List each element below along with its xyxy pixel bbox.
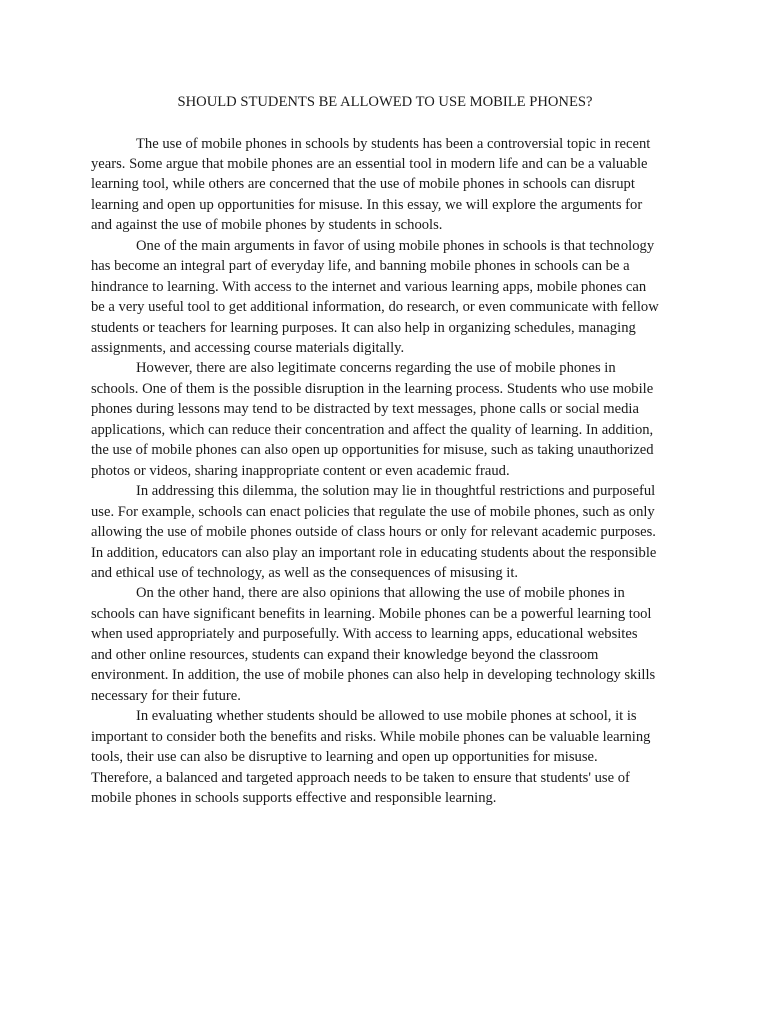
text-line: students or teachers for learning purposes. It can also help in organizing schedules, managing [91,319,636,336]
text-line: mobile phones in schools supports effective and responsible learning. [91,790,497,806]
text-line: In addition, educators can also play an important role in educating students about the responsible [91,544,657,561]
text-line: when used appropriately and purposefully. With access to learning apps, educational websites [91,626,638,643]
paragraph [91,358,679,481]
text-line: phones during lessons may tend to be distracted by text messages, phone calls or social media [91,401,639,418]
text-line: On the other hand, there are also opinions that allowing the use of mobile phones in [136,585,625,602]
paragraph [91,236,679,359]
text-line: schools can have significant benefits in learning. Mobile phones can be a powerful learning tool [91,605,652,622]
paragraph [91,134,679,236]
text-line: use. For example, schools can enact policies that regulate the use of mobile phones, such as only [91,503,655,520]
text-line: learning tool, while others are concerned that the use of mobile phones in schools can disrupt [91,176,635,193]
paragraph [91,706,679,808]
text-line: be a very useful tool to get additional information, do research, or even communicate with fellow [91,299,659,316]
text-line: In evaluating whether students should be allowed to use mobile phones at school, it is [136,708,637,725]
text-line: The use of mobile phones in schools by students has been a controversial topic in recent [136,135,651,152]
text-line: learning and open up opportunities for misuse. In this essay, we will explore the arguments for [91,196,643,213]
text-line: necessary for their future. [91,687,241,704]
text-line: Therefore, a balanced and targeted approach needs to be taken to ensure that students' use of [91,769,630,786]
text-line: environment. In addition, the use of mobile phones can also help in developing technology skills [91,667,656,684]
document-body [91,134,679,809]
document-page [91,92,679,808]
text-line: One of the main arguments in favor of using mobile phones in schools is that technology [136,237,655,254]
text-line: and against the use of mobile phones by students in schools. [91,217,443,234]
text-line: However, there are also legitimate concerns regarding the use of mobile phones in [136,360,616,377]
paragraph [91,481,679,583]
text-line: and other online resources, students can expand their knowledge beyond the classroom [91,646,599,663]
text-line: hindrance to learning. With access to the internet and various learning apps, mobile phones can [91,278,647,295]
text-line: years. Some argue that mobile phones are an essential tool in modern life and can be a valuable [91,155,648,172]
text-line: photos or videos, sharing inappropriate content or even academic fraud. [91,462,510,479]
text-line: tools, their use can also be disruptive to learning and open up opportunities for misuse. [91,749,598,766]
document-title: SHOULD STUDENTS BE ALLOWED TO USE MOBILE PHONES? [177,94,593,110]
text-line: applications, which can reduce their concentration and affect the quality of learning. In addition, [91,421,654,438]
text-line: schools. One of them is the possible disruption in the learning process. Students who use mobile [91,380,654,397]
text-line: has become an integral part of everyday life, and banning mobile phones in schools can be a [91,258,630,275]
text-line: allowing the use of mobile phones outside of class hours or only for relevant academic purposes. [91,524,656,541]
text-line: In addressing this dilemma, the solution may lie in thoughtful restrictions and purposeful [136,483,656,500]
text-line: and ethical use of technology, as well as the consequences of misusing it. [91,565,519,582]
text-line: assignments, and accessing course materials digitally. [91,340,405,357]
paragraph [91,583,679,706]
text-line: the use of mobile phones can also open up opportunities for misuse, such as taking unauthorized [91,442,654,459]
text-line: important to consider both the benefits and risks. While mobile phones can be valuable learning [91,728,651,745]
